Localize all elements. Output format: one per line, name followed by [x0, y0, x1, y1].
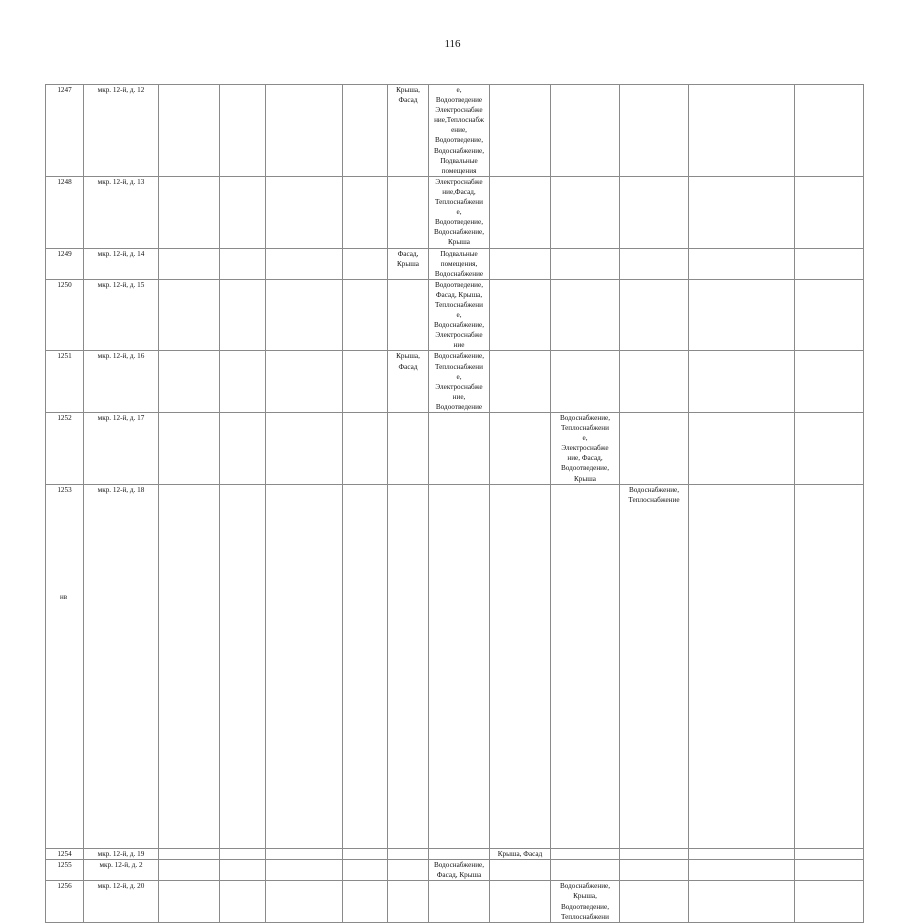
work-type-cell [343, 85, 388, 177]
work-type-cell [689, 484, 795, 848]
work-type-cell [689, 413, 795, 485]
work-type-cell [220, 881, 266, 922]
work-type-cell [795, 351, 864, 413]
address-cell: мкр. 12-й, д. 18 [84, 484, 159, 848]
work-type-cell [551, 351, 620, 413]
work-type-cell [266, 248, 343, 279]
work-type-cell: Водоснабжение, Крыша, Водоотведение, Теплоснабжени [551, 881, 620, 922]
table-row [46, 413, 864, 485]
table-row [46, 248, 864, 279]
work-type-cell [266, 860, 343, 881]
row-number-cell: 1247 [46, 85, 84, 177]
work-type-cell [689, 248, 795, 279]
work-type-cell [159, 849, 220, 860]
work-type-cell [159, 413, 220, 485]
work-type-cell [159, 881, 220, 922]
work-type-cell [795, 413, 864, 485]
work-type-cell [220, 176, 266, 248]
row-number-cell: 1253 [46, 484, 84, 848]
work-type-cell [266, 279, 343, 351]
work-type-cell [159, 484, 220, 848]
work-type-cell [266, 413, 343, 485]
row-number-cell: 1255 [46, 860, 84, 881]
work-type-cell [343, 849, 388, 860]
work-type-cell: Подвальные помещения, Водоснабжение [429, 248, 490, 279]
work-type-cell [388, 176, 429, 248]
table-row [46, 279, 864, 351]
work-type-cell: Водоснабжение, Фасад, Крыша [429, 860, 490, 881]
work-type-cell [689, 881, 795, 922]
address-cell: мкр. 12-й, д. 20 [84, 881, 159, 922]
work-type-cell [388, 881, 429, 922]
work-type-cell [343, 881, 388, 922]
work-type-cell: Водоотведение, Фасад, Крыша, Теплоснабжени е, Водоснабжение, Электроснабже ние [429, 279, 490, 351]
work-type-cell [795, 860, 864, 881]
work-type-cell [490, 860, 551, 881]
row-number-cell: 1249 [46, 248, 84, 279]
work-type-cell [551, 860, 620, 881]
work-type-cell [551, 279, 620, 351]
repair-schedule-table [45, 84, 864, 923]
work-type-cell: Крыша, Фасад [388, 351, 429, 413]
address-cell: мкр. 12-й, д. 12 [84, 85, 159, 177]
work-type-cell [795, 85, 864, 177]
work-type-cell [490, 248, 551, 279]
work-type-cell [795, 849, 864, 860]
work-type-cell [266, 849, 343, 860]
work-type-cell [689, 279, 795, 351]
work-type-cell [551, 849, 620, 860]
table-row [46, 881, 864, 922]
address-cell: мкр. 12-й, д. 13 [84, 176, 159, 248]
work-type-cell [388, 849, 429, 860]
work-type-cell [159, 176, 220, 248]
work-type-cell [266, 176, 343, 248]
work-type-cell [551, 248, 620, 279]
work-type-cell [159, 860, 220, 881]
work-type-cell [220, 484, 266, 848]
row-number-cell: 1254 [46, 849, 84, 860]
work-type-cell [490, 85, 551, 177]
work-type-cell [266, 484, 343, 848]
work-type-cell [795, 248, 864, 279]
work-type-cell [620, 881, 689, 922]
work-type-cell [220, 413, 266, 485]
work-type-cell [220, 248, 266, 279]
work-type-cell [490, 351, 551, 413]
work-type-cell [490, 413, 551, 485]
address-cell: мкр. 12-й, д. 14 [84, 248, 159, 279]
work-type-cell: Фасад, Крыша [388, 248, 429, 279]
address-cell: мкр. 12-й, д. 2 [84, 860, 159, 881]
work-type-cell [343, 413, 388, 485]
work-type-cell [266, 351, 343, 413]
work-type-cell [795, 881, 864, 922]
table-row [46, 849, 864, 860]
work-type-cell [220, 860, 266, 881]
work-type-cell [551, 85, 620, 177]
footer-mark: нв [60, 593, 68, 601]
row-number-cell: 1250 [46, 279, 84, 351]
table-row [46, 176, 864, 248]
work-type-cell [159, 279, 220, 351]
work-type-cell [388, 413, 429, 485]
work-type-cell: Электроснабже ние,Фасад, Теплоснабжени е, Водоотведение, Водоснабжение, Крыша [429, 176, 490, 248]
address-cell: мкр. 12-й, д. 17 [84, 413, 159, 485]
work-type-cell: Водоснабжение, Теплоснабжение [620, 484, 689, 848]
work-type-cell [343, 248, 388, 279]
table-row [46, 85, 864, 177]
work-type-cell [620, 248, 689, 279]
table-row [46, 484, 864, 848]
work-type-cell [620, 176, 689, 248]
address-cell: мкр. 12-й, д. 19 [84, 849, 159, 860]
work-type-cell [490, 176, 551, 248]
work-type-cell [266, 85, 343, 177]
row-number-cell: 1256 [46, 881, 84, 922]
work-type-cell [795, 176, 864, 248]
work-type-cell [220, 279, 266, 351]
work-type-cell [551, 176, 620, 248]
work-type-cell [795, 484, 864, 848]
work-type-cell [689, 85, 795, 177]
work-type-cell [689, 351, 795, 413]
work-type-cell [429, 413, 490, 485]
work-type-cell [620, 351, 689, 413]
work-type-cell [429, 484, 490, 848]
work-type-cell [388, 279, 429, 351]
work-type-cell [620, 860, 689, 881]
row-number-cell: 1252 [46, 413, 84, 485]
work-type-cell [795, 279, 864, 351]
work-type-cell [429, 849, 490, 860]
work-type-cell: Водоснабжение, Теплоснабжени е, Электроснабже ние, Водоотведение [429, 351, 490, 413]
work-type-cell [343, 484, 388, 848]
work-type-cell [620, 413, 689, 485]
work-type-cell [343, 176, 388, 248]
work-type-cell [159, 85, 220, 177]
work-type-cell [220, 85, 266, 177]
work-type-cell [343, 860, 388, 881]
address-cell: мкр. 12-й, д. 16 [84, 351, 159, 413]
work-type-cell [620, 849, 689, 860]
work-type-cell [220, 849, 266, 860]
work-type-cell [220, 351, 266, 413]
row-number-cell: 1251 [46, 351, 84, 413]
work-type-cell [343, 279, 388, 351]
row-number-cell: 1248 [46, 176, 84, 248]
work-type-cell [551, 484, 620, 848]
page-number: 116 [444, 38, 461, 50]
work-type-cell [689, 176, 795, 248]
work-type-cell [429, 881, 490, 922]
work-type-cell [343, 351, 388, 413]
table-row [46, 351, 864, 413]
work-type-cell [388, 860, 429, 881]
work-type-cell: Водоснабжение, Теплоснабжени е, Электроснабже ние, Фасад, Водоотведение, Крыша [551, 413, 620, 485]
work-type-cell [159, 248, 220, 279]
work-type-cell [490, 279, 551, 351]
work-type-cell: Крыша, Фасад [388, 85, 429, 177]
work-type-cell [620, 279, 689, 351]
work-type-cell [620, 85, 689, 177]
work-type-cell: Крыша, Фасад [490, 849, 551, 860]
work-type-cell [266, 881, 343, 922]
work-type-cell [689, 860, 795, 881]
address-cell: мкр. 12-й, д. 15 [84, 279, 159, 351]
work-type-cell: е, Водоотведение Электроснабже ние,Теплоснабж ение, Водоотведение, Водоснабжение, Подвальные помещения [429, 85, 490, 177]
work-type-cell [159, 351, 220, 413]
work-type-cell [689, 849, 795, 860]
work-type-cell [388, 484, 429, 848]
work-type-cell [490, 881, 551, 922]
table-row [46, 860, 864, 881]
work-type-cell [490, 484, 551, 848]
